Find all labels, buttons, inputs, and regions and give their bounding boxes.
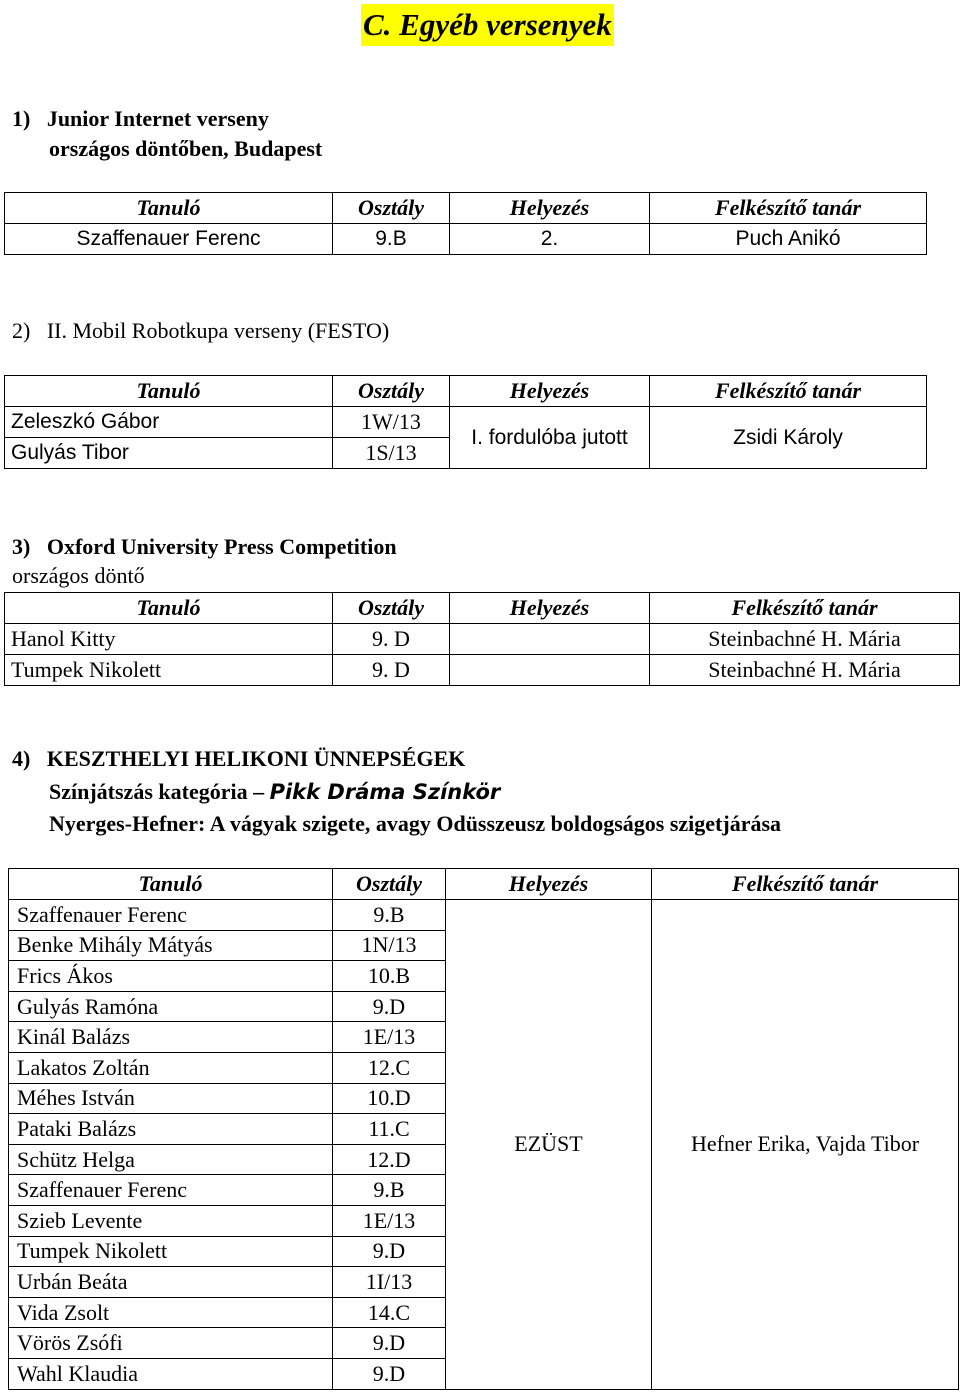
cell-class: 9. D	[333, 624, 450, 655]
table-row	[5, 224, 927, 255]
header-helyezes: Helyezés	[446, 869, 652, 900]
cell-name: Tumpek Nikolett	[5, 655, 333, 686]
cell-name: Pataki Balázs	[9, 1114, 333, 1145]
header-felkeszito: Felkészítő tanár	[652, 869, 959, 900]
cell-name: Hanol Kitty	[5, 624, 333, 655]
section-3-heading: 3) Oxford University Press Competition	[12, 534, 397, 559]
table-4	[8, 868, 959, 1390]
section-1-heading: 1) Junior Internet verseny	[12, 106, 269, 131]
cell-class: 9.B	[333, 900, 446, 931]
cell-name: Tumpek Nikolett	[9, 1236, 333, 1267]
cell-place	[450, 624, 650, 655]
header-tanulo: Tanuló	[5, 376, 333, 407]
cell-name: Lakatos Zoltán	[9, 1052, 333, 1083]
table-1	[4, 192, 927, 255]
cell-place: 2.	[450, 224, 650, 255]
header-helyezes: Helyezés	[450, 376, 650, 407]
cell-name: Frics Ákos	[9, 961, 333, 992]
section-4-group: Pikk Dráma Színkör	[269, 780, 501, 804]
cell-class: 9.D	[333, 1358, 446, 1389]
table-row	[5, 407, 927, 438]
header-tanulo: Tanuló	[9, 869, 333, 900]
section-4-play: Nyerges-Hefner: A vágyak szigete, avagy Odüsszeusz boldogságos szigetjárása	[49, 811, 782, 836]
cell-teacher: Steinbachné H. Mária	[650, 655, 960, 686]
cell-teacher: Puch Anikó	[650, 224, 927, 255]
table-header-row	[5, 376, 927, 407]
cell-name: Méhes István	[9, 1083, 333, 1114]
section-4-category-line	[49, 777, 500, 807]
header-osztaly: Osztály	[333, 869, 446, 900]
cell-name: Wahl Klaudia	[9, 1358, 333, 1389]
table-row	[9, 900, 959, 931]
title-highlight	[361, 4, 614, 46]
section-1-subheading: országos döntőben, Budapest	[49, 136, 323, 161]
cell-name: Szaffenauer Ferenc	[9, 900, 333, 931]
cell-class: 14.C	[333, 1297, 446, 1328]
header-felkeszito: Felkészítő tanár	[650, 193, 927, 224]
cell-class: 9.B	[333, 1175, 446, 1206]
section-4-heading: 4) KESZTHELYI HELIKONI ÜNNEPSÉGEK	[12, 746, 466, 771]
cell-class: 12.C	[333, 1052, 446, 1083]
cell-name: Gulyás Ramóna	[9, 991, 333, 1022]
cell-teacher: Hefner Erika, Vajda Tibor	[652, 900, 959, 1390]
cell-name: Vörös Zsófi	[9, 1328, 333, 1359]
header-osztaly: Osztály	[333, 193, 450, 224]
cell-class: 12.D	[333, 1144, 446, 1175]
header-helyezes: Helyezés	[450, 593, 650, 624]
cell-place	[450, 655, 650, 686]
table-row	[5, 655, 960, 686]
cell-teacher: Steinbachné H. Mária	[650, 624, 960, 655]
cell-name: Kinál Balázs	[9, 1022, 333, 1053]
cell-class: 1S/13	[333, 438, 450, 469]
table-header-row	[5, 193, 927, 224]
table-row	[5, 624, 960, 655]
cell-class: 1N/13	[333, 930, 446, 961]
header-tanulo: Tanuló	[5, 193, 333, 224]
section-2-heading: 2) II. Mobil Robotkupa verseny (FESTO)	[12, 318, 390, 343]
section-4-category: Színjátszás kategória –	[49, 779, 265, 804]
cell-class: 9. D	[333, 655, 450, 686]
header-osztaly: Osztály	[333, 376, 450, 407]
table-3	[4, 592, 960, 686]
table-header-row	[5, 593, 960, 624]
cell-class: 10.B	[333, 961, 446, 992]
cell-place: EZÜST	[446, 900, 652, 1390]
table-header-row	[9, 869, 959, 900]
cell-name: Gulyás Tibor	[5, 438, 333, 469]
header-felkeszito: Felkészítő tanár	[650, 593, 960, 624]
cell-class: 9.D	[333, 1236, 446, 1267]
cell-name: Schütz Helga	[9, 1144, 333, 1175]
header-felkeszito: Felkészítő tanár	[650, 376, 927, 407]
page-title: C. Egyéb versenyek	[363, 7, 612, 42]
cell-teacher: Zsidi Károly	[650, 407, 927, 469]
cell-class: 1E/13	[333, 1022, 446, 1053]
cell-name: Benke Mihály Mátyás	[9, 930, 333, 961]
header-helyezes: Helyezés	[450, 193, 650, 224]
header-tanulo: Tanuló	[5, 593, 333, 624]
cell-class: 9.D	[333, 991, 446, 1022]
cell-place: I. fordulóba jutott	[450, 407, 650, 469]
cell-class: 1W/13	[333, 407, 450, 438]
table-2	[4, 375, 927, 469]
cell-name: Szaffenauer Ferenc	[5, 224, 333, 255]
cell-class: 10.D	[333, 1083, 446, 1114]
cell-name: Urbán Beáta	[9, 1267, 333, 1298]
header-osztaly: Osztály	[333, 593, 450, 624]
cell-name: Szieb Levente	[9, 1205, 333, 1236]
cell-class: 1I/13	[333, 1267, 446, 1298]
cell-class: 1E/13	[333, 1205, 446, 1236]
cell-name: Vida Zsolt	[9, 1297, 333, 1328]
cell-class: 9.B	[333, 224, 450, 255]
section-3-subheading: országos döntő	[12, 563, 145, 588]
cell-name: Szaffenauer Ferenc	[9, 1175, 333, 1206]
cell-name: Zeleszkó Gábor	[5, 407, 333, 438]
cell-class: 11.C	[333, 1114, 446, 1145]
cell-class: 9.D	[333, 1328, 446, 1359]
